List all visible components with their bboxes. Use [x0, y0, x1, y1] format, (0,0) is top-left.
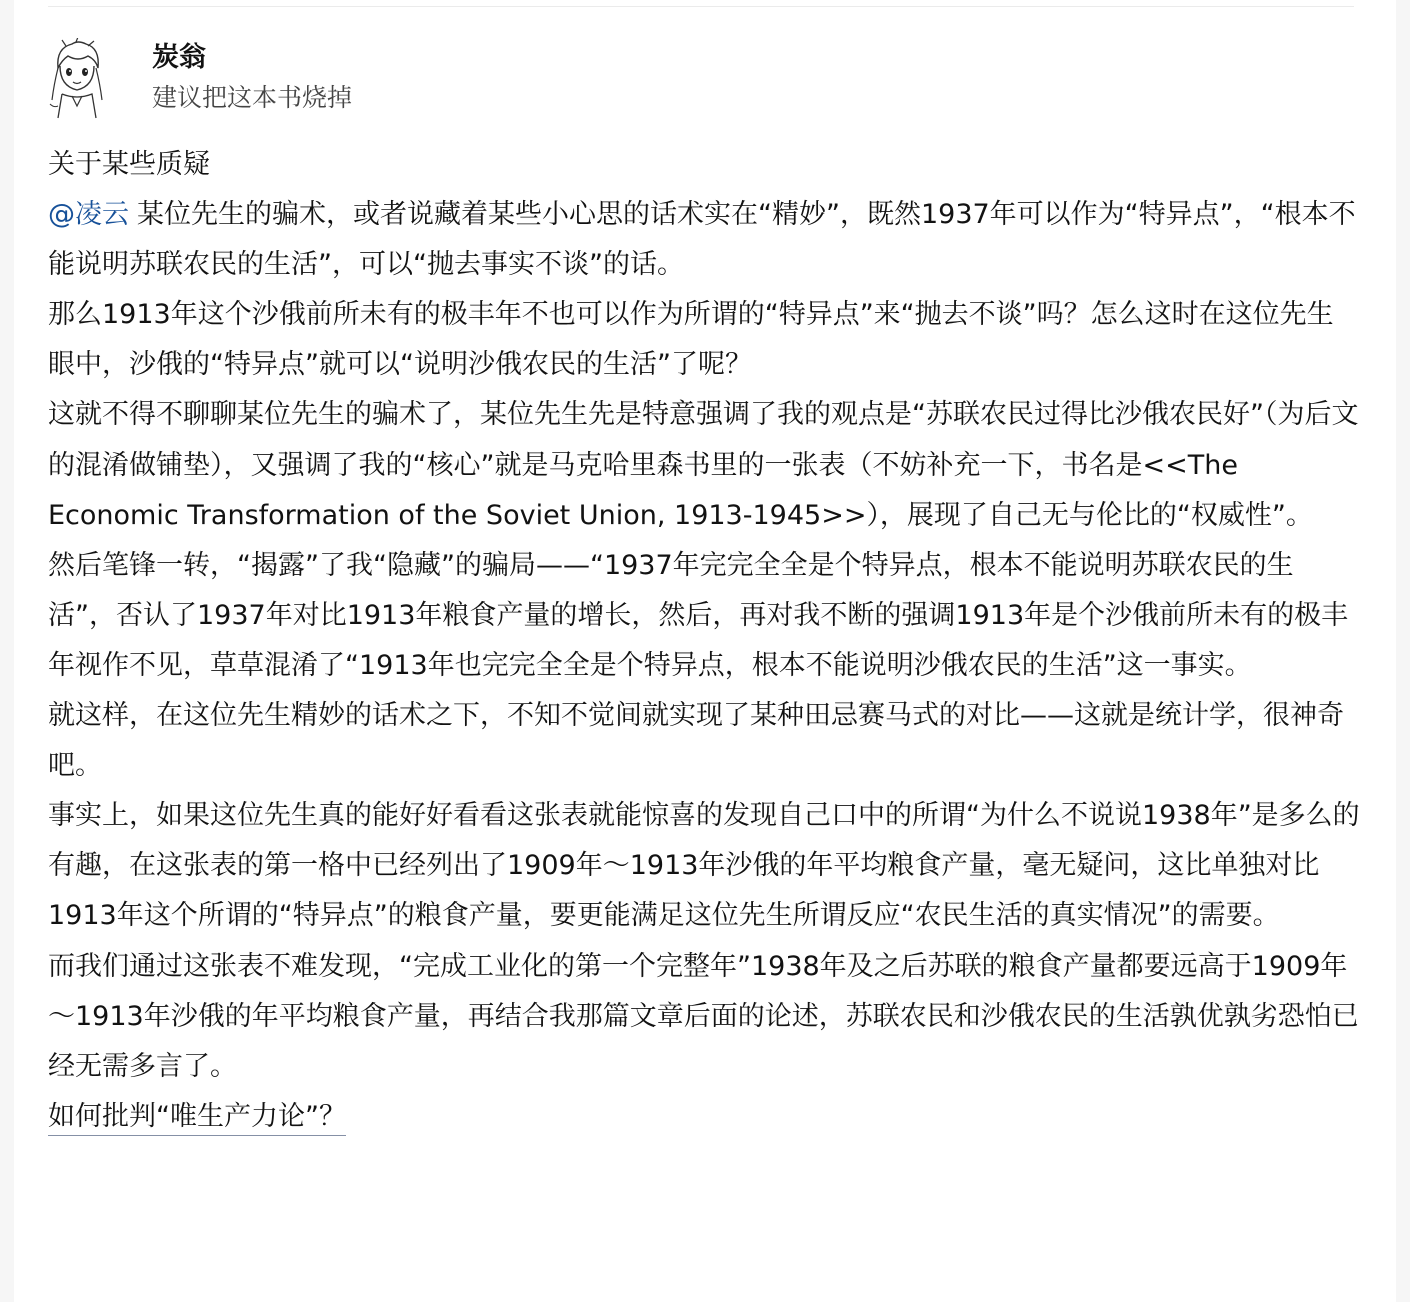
author-bio: 建议把这本书烧掉	[152, 83, 353, 112]
user-mention-link[interactable]: @凌云	[48, 199, 129, 231]
paragraph-3: 这就不得不聊聊某位先生的骗术了，某位先生先是特意强调了我的观点是“苏联农民过得比沙俄农民好”（为后文的混淆做铺垫），又强调了我的“核心”就是马克哈里森书里的一张表（不妨补充一下，书名是<<The Economic Transformation of the Soviet Union, 1913-1945>>），展现了自己无与伦比的“权威性”。	[48, 399, 1359, 531]
anime-avatar-icon[interactable]	[48, 38, 106, 120]
related-question-link[interactable]: 如何批判“唯生产力论”？	[48, 1092, 346, 1136]
author-name[interactable]: 炭翁	[152, 42, 206, 73]
paragraph-5: 就这样，在这位先生精妙的话术之下，不知不觉间就实现了某种田忌赛马式的对比——这就是统计学，很神奇吧。	[48, 700, 1344, 782]
paragraph-4: 然后笔锋一转，“揭露”了我“隐藏”的骗局——“1937年完完全全是个特异点，根本不能说明苏联农民的生活”，否认了1937年对比1913年粮食产量的增长，然后，再对我不断的强调1913年是个沙俄前所未有的极丰年视作不见，草草混淆了“1913年也完完全全是个特异点，根本不能说明沙俄农民的生活”这一事实。	[48, 549, 1349, 681]
answer-content	[48, 140, 1360, 1142]
author-info	[48, 38, 352, 122]
paragraph-7: 而我们通过这张表不难发现，“完成工业化的第一个完整年”1938年及之后苏联的粮食产量都要远高于1909年～1913年沙俄的年平均粮食产量，再结合我那篇文章后面的论述，苏联农民和沙俄农民的生活孰优孰劣恐怕已经无需多言了。	[48, 950, 1359, 1082]
author-text	[152, 38, 352, 117]
related-link-row	[48, 1092, 1360, 1142]
paragraph-1	[48, 190, 1360, 290]
paragraph-2: 那么1913年这个沙俄前所未有的极丰年不也可以作为所谓的“特异点”来“抛去不谈”吗？怎么这时在这位先生眼中，沙俄的“特异点”就可以“说明沙俄农民的生活”了呢？	[48, 299, 1334, 381]
paragraph-1-text: 某位先生的骗术，或者说藏着某些小心思的话术实在“精妙”，既然1937年可以作为“特异点”，“根本不能说明苏联农民的生活”，可以“抛去事实不谈”的话。	[48, 199, 1356, 281]
post-heading: 关于某些质疑	[48, 149, 210, 180]
paragraph-6: 事实上，如果这位先生真的能好好看看这张表就能惊喜的发现自己口中的所谓“为什么不说说1938年”是多么的有趣，在这张表的第一格中已经列出了1909年～1913年沙俄的年平均粮食产量，毫无疑问，这比单独对比1913年这个所谓的“特异点”的粮食产量，要更能满足这位先生所谓反应“农民生活的真实情况”的需要。	[48, 800, 1360, 932]
top-divider	[48, 6, 1354, 7]
